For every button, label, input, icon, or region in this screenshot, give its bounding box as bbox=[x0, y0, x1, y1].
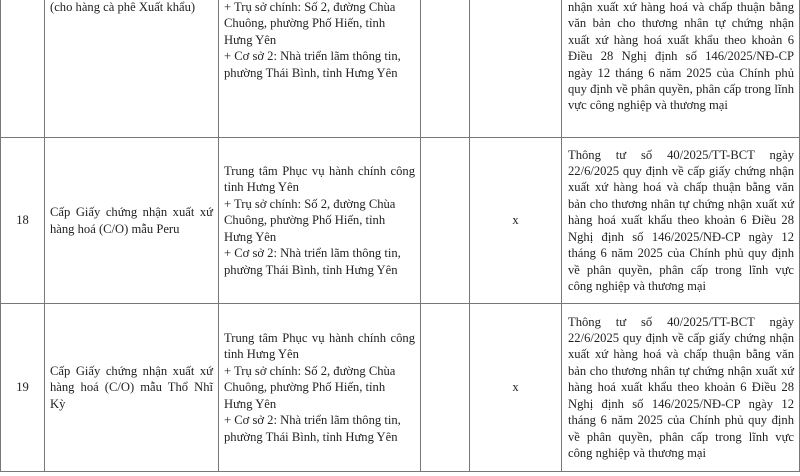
procedure-place bbox=[219, 0, 421, 138]
procedure-name: Cấp Giấy chứng nhận xuất xứ hàng hoá (C/O) mẫu Thổ Nhĩ Kỳ bbox=[45, 304, 219, 472]
procedure-name: (cho hàng cà phê Xuất khẩu) bbox=[45, 0, 219, 138]
level-mark: x bbox=[470, 138, 562, 304]
level-mark: x bbox=[470, 304, 562, 472]
level-column bbox=[421, 138, 470, 304]
place-line: + Trụ sở chính: Số 2, đường Chùa Chuông, phường Phố Hiến, tỉnh Hưng Yên bbox=[224, 0, 396, 47]
row-number: 18 bbox=[1, 138, 45, 304]
level-column bbox=[421, 304, 470, 472]
procedure-place bbox=[219, 138, 421, 304]
place-line: + Cơ sở 2: Nhà triển lãm thông tin, phường Thái Bình, tỉnh Hưng Yên bbox=[224, 246, 401, 277]
level-column bbox=[421, 0, 470, 138]
table-row bbox=[1, 304, 800, 472]
procedure-name: Cấp Giấy chứng nhận xuất xứ hàng hoá (C/O) mẫu Peru bbox=[45, 138, 219, 304]
row-number: 19 bbox=[1, 304, 45, 472]
legal-basis: Thông tư số 40/2025/TT-BCT ngày 22/6/2025 quy định về cấp giấy chứng nhận xuất xứ hàng hoá và chấp thuận bằng văn bản cho thương nhân tự chứng nhận xuất xứ hàng hoá xuất khẩu theo khoản 6 Điều 28 Nghị định số 146/2025/NĐ-CP ngày 12 tháng 6 năm 2025 của Chính phủ quy định về phân quyền, phân cấp trong lĩnh vực công nghiệp và thương mại bbox=[562, 304, 800, 472]
table-row bbox=[1, 0, 800, 138]
procedure-place bbox=[219, 304, 421, 472]
row-number bbox=[1, 0, 45, 138]
table-row bbox=[1, 138, 800, 304]
legal-basis: Thông tư số 40/2025/TT-BCT ngày 22/6/2025 quy định về cấp giấy chứng nhận xuất xứ hàng hoá và chấp thuận bằng văn bản cho thương nhân tự chứng nhận xuất xứ hàng hoá xuất khẩu theo khoản 6 Điều 28 Nghị định số 146/2025/NĐ-CP ngày 12 tháng 6 năm 2025 của Chính phủ quy định về phân quyền, phân cấp trong lĩnh vực công nghiệp và thương mại bbox=[562, 138, 800, 304]
place-line: + Cơ sở 2: Nhà triển lãm thông tin, phường Thái Bình, tỉnh Hưng Yên bbox=[224, 413, 401, 444]
legal-basis: nhận xuất xứ hàng hoá và chấp thuận bằng văn bản cho thương nhân tự chứng nhận xuất xứ hàng hoá xuất khẩu theo khoản 6 Điều 28 Nghị định số 146/2025/NĐ-CP ngày 12 tháng 6 năm 2025 của Chính phủ quy định về phân quyền, phân cấp trong lĩnh vực công nghiệp và thương mại bbox=[562, 0, 800, 138]
place-line: + Trụ sở chính: Số 2, đường Chùa Chuông, phường Phố Hiến, tỉnh Hưng Yên bbox=[224, 196, 396, 244]
level-mark bbox=[470, 0, 562, 138]
place-line: Trung tâm Phục vụ hành chính công tỉnh Hưng Yên bbox=[224, 331, 415, 362]
place-line: + Cơ sở 2: Nhà triển lãm thông tin, phường Thái Bình, tỉnh Hưng Yên bbox=[224, 49, 401, 80]
place-line: + Trụ sở chính: Số 2, đường Chùa Chuông, phường Phố Hiến, tỉnh Hưng Yên bbox=[224, 363, 396, 411]
place-line: Trung tâm Phục vụ hành chính công tỉnh Hưng Yên bbox=[224, 164, 415, 195]
